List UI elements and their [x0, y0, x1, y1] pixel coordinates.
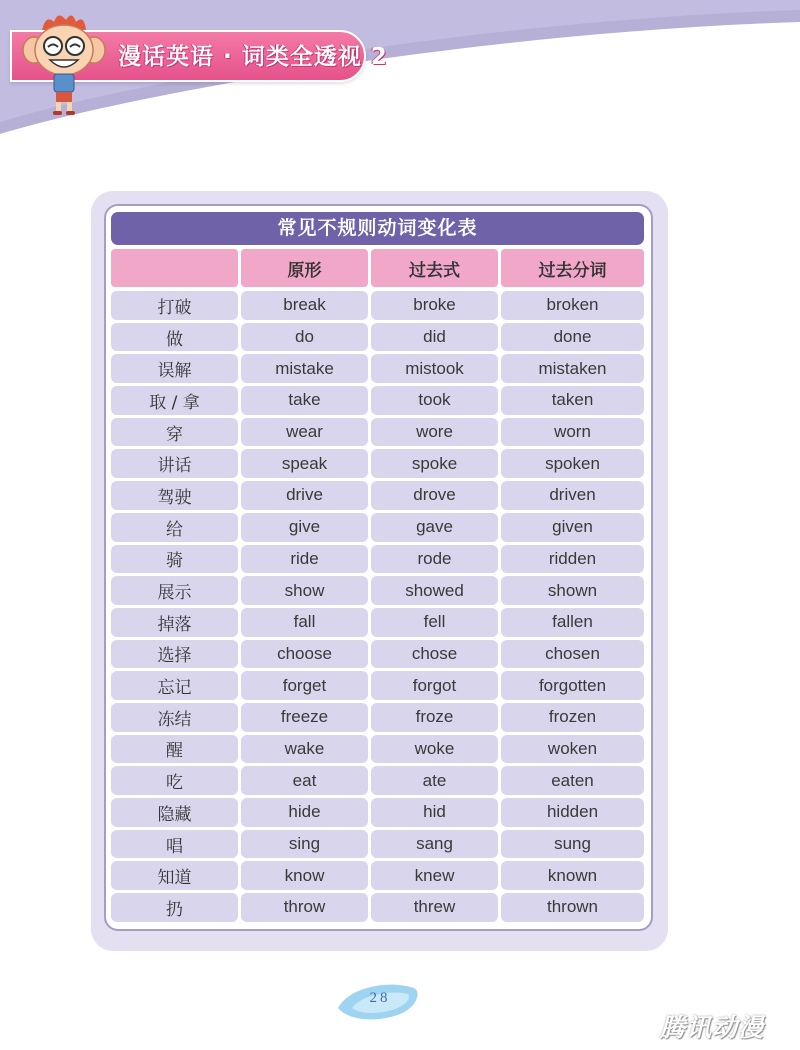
- row-past-participle-cell: taken: [501, 386, 644, 415]
- row-meaning-cell: 讲话: [111, 449, 238, 478]
- row-past-tense-cell: froze: [371, 703, 498, 732]
- watermark-logo: 腾讯动漫: [660, 1013, 765, 1042]
- table-header-row: [111, 249, 644, 287]
- row-past-participle-cell: hidden: [501, 798, 644, 827]
- row-past-tense-cell: woke: [371, 735, 498, 764]
- row-meaning-cell: 展示: [111, 576, 238, 605]
- row-past-participle-cell: known: [501, 861, 644, 890]
- row-meaning-cell: 给: [111, 513, 238, 542]
- row-past-participle-cell: spoken: [501, 449, 644, 478]
- row-meaning-cell: 误解: [111, 354, 238, 383]
- row-past-tense-cell: fell: [371, 608, 498, 637]
- row-base-form-cell: wear: [241, 418, 368, 447]
- row-past-tense-cell: knew: [371, 861, 498, 890]
- row-base-form-cell: know: [241, 861, 368, 890]
- row-past-tense-cell: ate: [371, 766, 498, 795]
- row-base-form-cell: do: [241, 323, 368, 352]
- row-past-tense-cell: mistook: [371, 354, 498, 383]
- column-header: 原形: [241, 249, 368, 287]
- row-base-form-cell: ride: [241, 545, 368, 574]
- row-past-tense-cell: chose: [371, 640, 498, 669]
- row-base-form-cell: show: [241, 576, 368, 605]
- header-title: 漫话英语 · 词类全透视 2: [118, 44, 388, 70]
- row-base-form-cell: wake: [241, 735, 368, 764]
- row-past-tense-cell: did: [371, 323, 498, 352]
- row-meaning-cell: 骑: [111, 545, 238, 574]
- row-meaning-cell: 冻结: [111, 703, 238, 732]
- row-base-form-cell: fall: [241, 608, 368, 637]
- row-meaning-cell: 唱: [111, 830, 238, 859]
- row-past-participle-cell: ridden: [501, 545, 644, 574]
- row-past-tense-cell: gave: [371, 513, 498, 542]
- row-past-participle-cell: done: [501, 323, 644, 352]
- row-base-form-cell: throw: [241, 893, 368, 922]
- row-base-form-cell: drive: [241, 481, 368, 510]
- table-body: [111, 291, 644, 922]
- row-past-participle-cell: worn: [501, 418, 644, 447]
- row-meaning-cell: 做: [111, 323, 238, 352]
- row-meaning-cell: 打破: [111, 291, 238, 320]
- row-past-participle-cell: shown: [501, 576, 644, 605]
- row-meaning-cell: 醒: [111, 735, 238, 764]
- row-meaning-cell: 吃: [111, 766, 238, 795]
- row-base-form-cell: give: [241, 513, 368, 542]
- row-past-participle-cell: driven: [501, 481, 644, 510]
- row-base-form-cell: mistake: [241, 354, 368, 383]
- page-number: 28: [369, 990, 391, 1006]
- row-past-tense-cell: took: [371, 386, 498, 415]
- row-base-form-cell: speak: [241, 449, 368, 478]
- row-past-tense-cell: broke: [371, 291, 498, 320]
- row-base-form-cell: hide: [241, 798, 368, 827]
- row-past-participle-cell: broken: [501, 291, 644, 320]
- row-meaning-cell: 忘记: [111, 671, 238, 700]
- row-past-tense-cell: sang: [371, 830, 498, 859]
- row-past-tense-cell: spoke: [371, 449, 498, 478]
- row-past-tense-cell: wore: [371, 418, 498, 447]
- row-base-form-cell: break: [241, 291, 368, 320]
- row-past-tense-cell: drove: [371, 481, 498, 510]
- cartoon-boy-mascot-icon: [20, 8, 106, 116]
- row-meaning-cell: 隐藏: [111, 798, 238, 827]
- row-past-tense-cell: showed: [371, 576, 498, 605]
- row-past-tense-cell: forgot: [371, 671, 498, 700]
- row-meaning-cell: 穿: [111, 418, 238, 447]
- column-header: 过去式: [371, 249, 498, 287]
- row-base-form-cell: choose: [241, 640, 368, 669]
- table-title: 常见不规则动词变化表: [111, 212, 644, 245]
- row-past-participle-cell: sung: [501, 830, 644, 859]
- row-past-participle-cell: given: [501, 513, 644, 542]
- row-past-participle-cell: chosen: [501, 640, 644, 669]
- row-past-tense-cell: rode: [371, 545, 498, 574]
- row-past-participle-cell: eaten: [501, 766, 644, 795]
- row-base-form-cell: freeze: [241, 703, 368, 732]
- row-meaning-cell: 掉落: [111, 608, 238, 637]
- row-meaning-cell: 取 / 拿: [111, 386, 238, 415]
- row-past-participle-cell: thrown: [501, 893, 644, 922]
- row-meaning-cell: 扔: [111, 893, 238, 922]
- row-base-form-cell: eat: [241, 766, 368, 795]
- row-past-participle-cell: woken: [501, 735, 644, 764]
- row-past-tense-cell: threw: [371, 893, 498, 922]
- row-meaning-cell: 选择: [111, 640, 238, 669]
- row-base-form-cell: sing: [241, 830, 368, 859]
- column-header: [111, 249, 238, 287]
- row-past-participle-cell: fallen: [501, 608, 644, 637]
- row-past-tense-cell: hid: [371, 798, 498, 827]
- row-meaning-cell: 驾驶: [111, 481, 238, 510]
- row-base-form-cell: forget: [241, 671, 368, 700]
- row-past-participle-cell: mistaken: [501, 354, 644, 383]
- column-header: 过去分词: [501, 249, 644, 287]
- row-meaning-cell: 知道: [111, 861, 238, 890]
- row-past-participle-cell: frozen: [501, 703, 644, 732]
- row-past-participle-cell: forgotten: [501, 671, 644, 700]
- row-base-form-cell: take: [241, 386, 368, 415]
